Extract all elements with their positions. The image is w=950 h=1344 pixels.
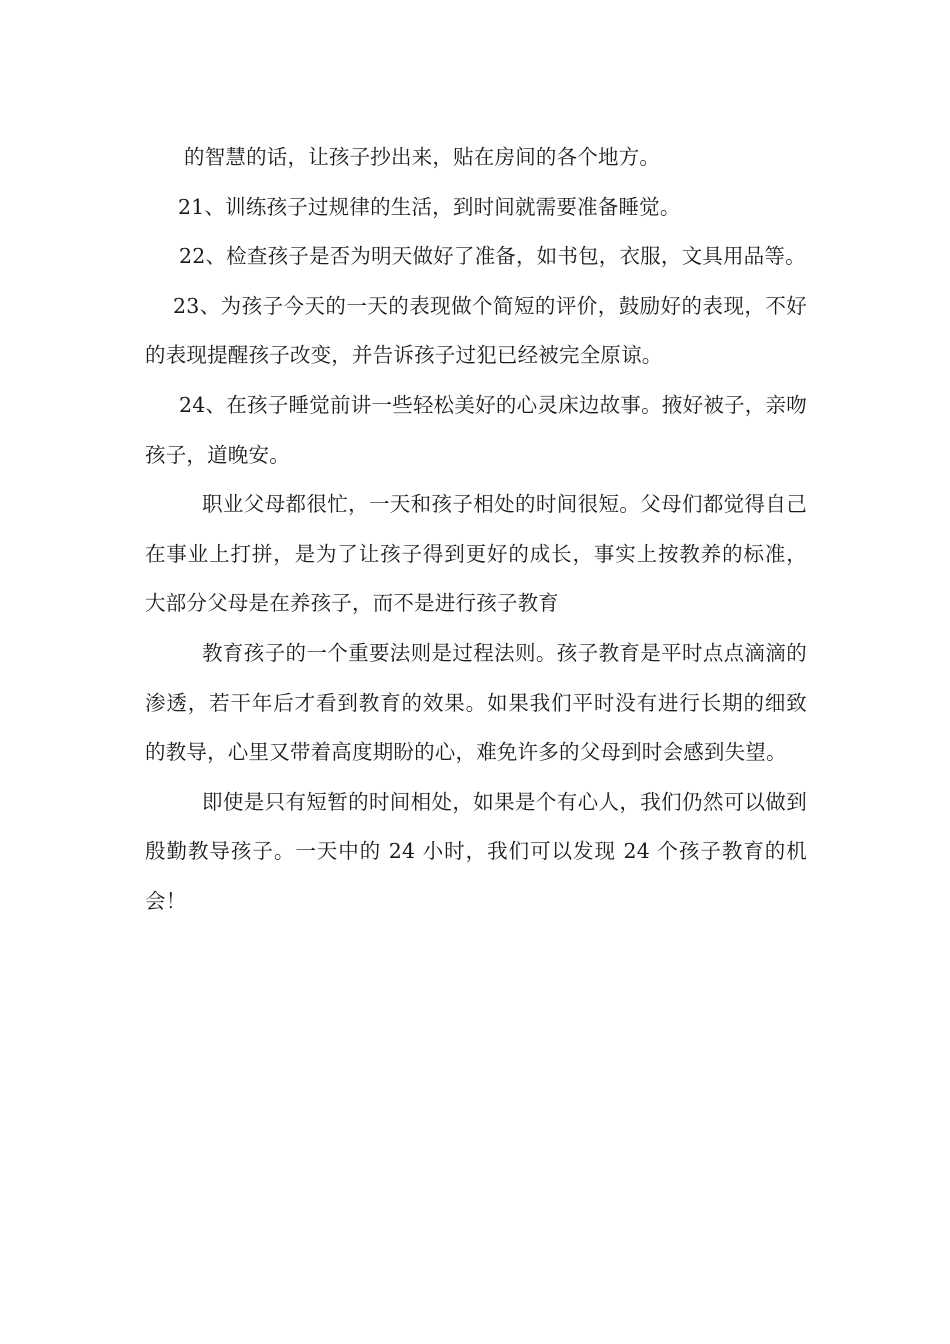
list-item-22: 22、检查孩子是否为明天做好了准备，如书包，衣服，文具用品等。 <box>179 244 806 269</box>
list-item-24: 24、在孩子睡觉前讲一些轻松美好的心灵床边故事。掖好被子，亲吻孩子，道晚安。 <box>145 392 807 467</box>
list-item-23: 23、为孩子今天的一天的表现做个简短的评价，鼓励好的表现，不好的表现提醒孩子改变，并告诉孩子过犯已经被完全原谅。 <box>145 293 807 368</box>
paragraph-working-parents: 职业父母都很忙，一天和孩子相处的时间很短。父母们都觉得自己在事业上打拼，是为了让孩子得到更好的成长，事实上按教养的标准，大部分父母是在养孩子，而不是进行孩子教育 <box>145 492 807 616</box>
paragraph-process-rule: 教育孩子的一个重要法则是过程法则。孩子教育是平时点点滴滴的渗透，若干年后才看到教育的效果。如果我们平时没有进行长期的细致的教导，心里又带着高度期盼的心，难免许多的父母到时会感到失望。 <box>145 640 807 765</box>
paragraph-24-hours: 即使是只有短暂的时间相处，如果是个有心人，我们仍然可以做到殷勤教导孩子。一天中的 24 小时，我们可以发现 24 个孩子教育的机会！ <box>145 789 807 913</box>
document-body <box>145 133 807 927</box>
list-item-21: 21、训练孩子过规律的生活，到时间就需要准备睡觉。 <box>178 194 681 219</box>
paragraph-continuation: 的智慧的话，让孩子抄出来，贴在房间的各个地方。 <box>184 145 661 169</box>
